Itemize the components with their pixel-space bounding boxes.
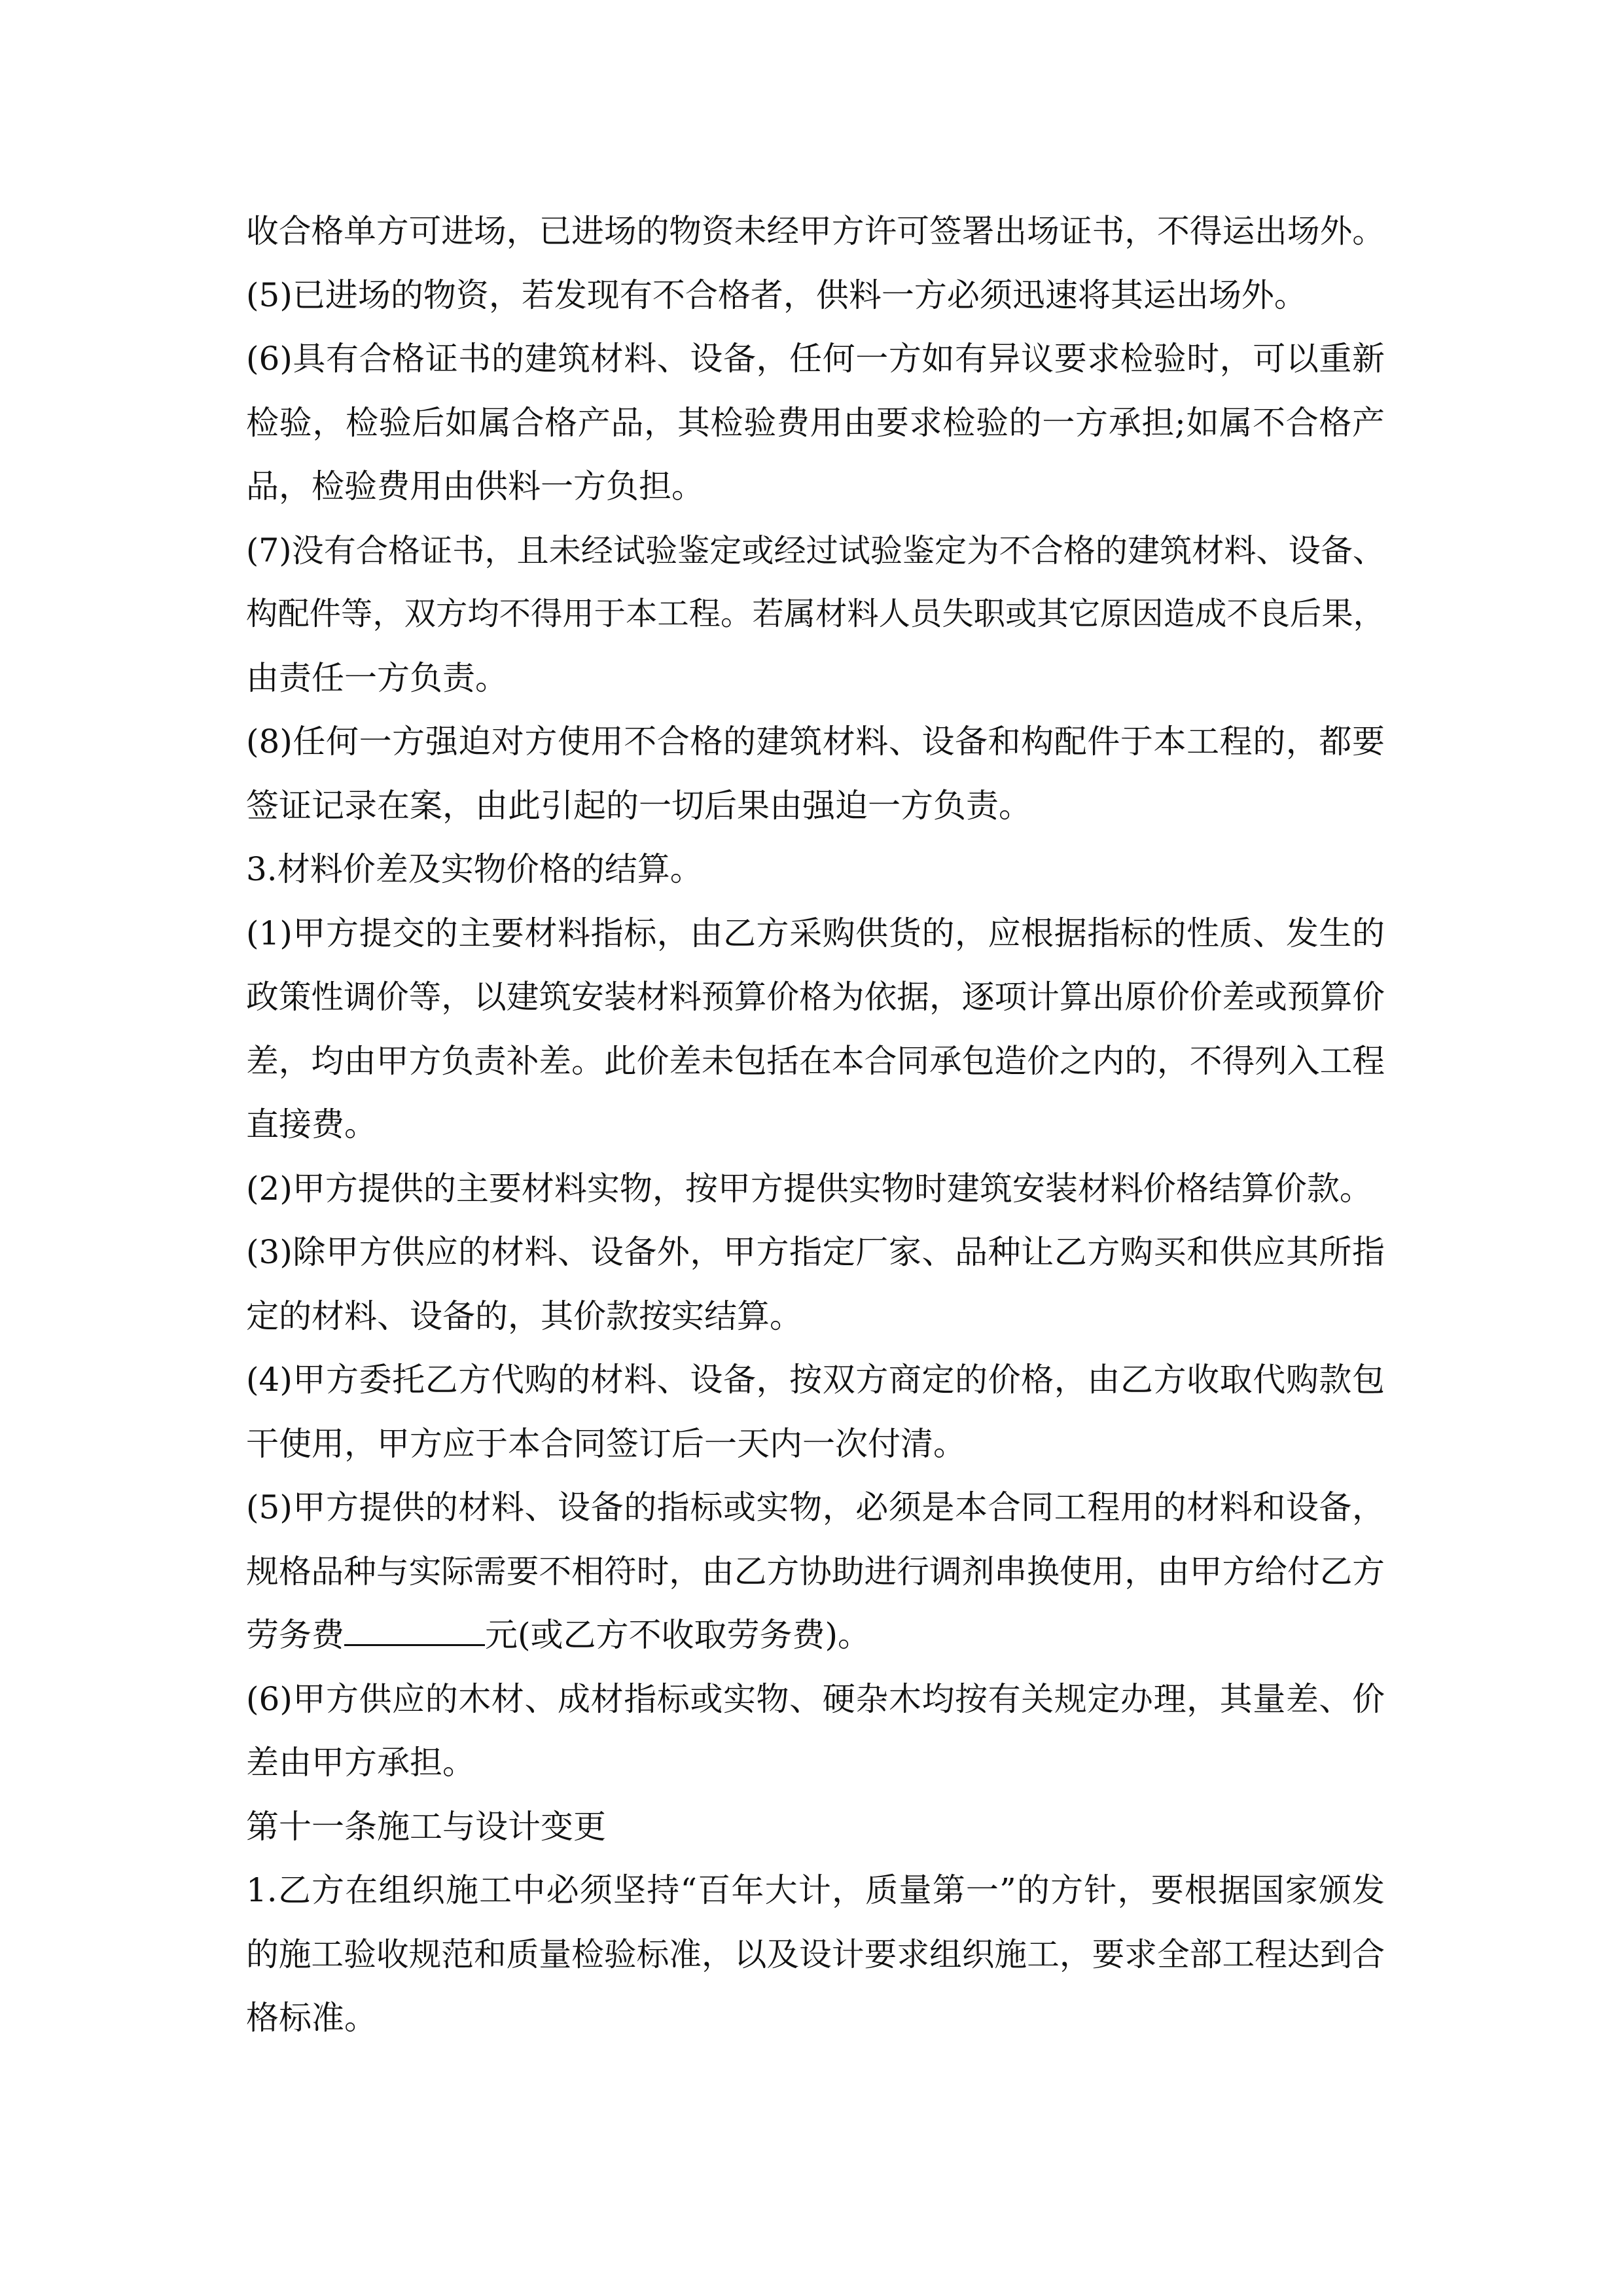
text-before-blank: 劳务费 [246,1616,344,1654]
text-line: (7)没有合格证书，且未经试验鉴定或经过试验鉴定为不合格的建筑材料、设备、 [246,531,1385,569]
text-line: (6)具有合格证书的建筑材料、设备，任何一方如有异议要求检验时，可以重新 [246,340,1385,378]
fill-in-blank [344,1605,485,1646]
text-line: (5)已进场的物资，若发现有不合格者，供料一方必须迅速将其运出场外。 [246,276,1307,314]
text-line: (4)甲方委托乙方代购的材料、设备，按双方商定的价格，由乙方收取代购款包 [246,1361,1385,1399]
text-line: 格标准。 [246,1999,377,2037]
text-line: 1.乙方在组织施工中必须坚持“百年大计，质量第一”的方针，要根据国家颁发 [246,1871,1385,1909]
text-line: 收合格单方可进场，已进场的物资未经甲方许可签署出场证书，不得运出场外。 [246,212,1385,250]
document-body [246,200,1385,2051]
text-line: (8)任何一方强迫对方使用不合格的建筑材料、设备和构配件于本工程的，都要 [246,723,1385,761]
text-line: 品，检验费用由供料一方负担。 [246,467,704,505]
text-line: (1)甲方提交的主要材料指标，由乙方采购供货的，应根据指标的性质、发生的 [246,914,1385,952]
text-line: 由责任一方负责。 [246,658,508,697]
section-heading: 第十一条施工与设计变更 [246,1807,606,1846]
text-line: 差由甲方承担。 [246,1744,475,1782]
text-line: 3.材料价差及实物价格的结算。 [246,850,703,888]
text-line: 规格品种与实际需要不相符时，由乙方协助进行调剂串换使用，由甲方给付乙方 [246,1552,1385,1590]
text-line: 检验，检验后如属合格产品，其检验费用由要求检验的一方承担;如属不合格产 [246,403,1385,442]
text-line: (6)甲方供应的木材、成材指标或实物、硬杂木均按有关规定办理，其量差、价 [246,1679,1385,1718]
text-line: 定的材料、设备的，其价款按实结算。 [246,1297,802,1335]
text-line: 的施工验收规范和质量检验标准，以及设计要求组织施工，要求全部工程达到合 [246,1935,1385,1973]
text-line: (2)甲方提供的主要材料实物，按甲方提供实物时建筑安装材料价格结算价款。 [246,1169,1372,1208]
text-line: 直接费。 [246,1105,377,1143]
text-line: 干使用，甲方应于本合同签订后一天内一次付清。 [246,1424,966,1463]
text-line-with-blank [246,1604,1385,1668]
text-after-blank: 元(或乙方不收取劳务费)。 [485,1616,871,1654]
text-line: 差，均由甲方负责补差。此价差未包括在本合同承包造价之内的，不得列入工程 [246,1041,1385,1080]
text-line: (3)除甲方供应的材料、设备外，甲方指定厂家、品种让乙方购买和供应其所指 [246,1233,1385,1271]
text-line: (5)甲方提供的材料、设备的指标或实物，必须是本合同工程用的材料和设备， [246,1488,1385,1526]
text-line: 签证记录在案，由此引起的一切后果由强迫一方负责。 [246,786,1031,825]
text-line: 政策性调价等，以建筑安装材料预算价格为依据，逐项计算出原价价差或预算价 [246,978,1385,1016]
text-line: 构配件等，双方均不得用于本工程。若属材料人员失职或其它原因造成不良后果， [246,596,1385,632]
